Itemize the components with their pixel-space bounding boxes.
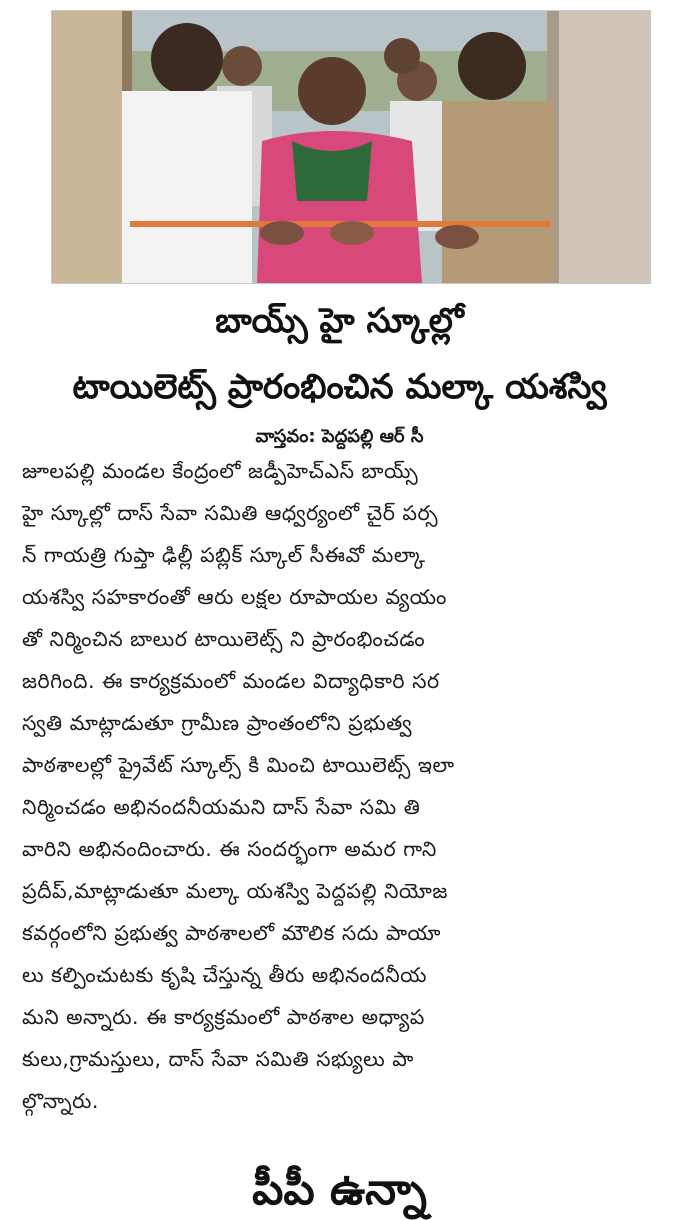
- headline-line-1: బాయ్స్ హై స్కూల్లో: [215, 301, 464, 341]
- door-frame-left: [52, 11, 130, 283]
- person-center-head: [298, 57, 366, 125]
- body-line: ప్రదీప్,మాట్లాడుతూ మల్కా యశస్వి పెద్దపల్లి నియోజ: [22, 879, 448, 903]
- person-left-head: [151, 23, 223, 95]
- body-line: లు కల్పించుటకు కృషి చేస్తున్న తీరు అభినందనీయ: [22, 963, 428, 987]
- body-line: మని అన్నారు. ఈ కార్యక్రమంలో పాఠశాల అధ్యాప: [22, 1005, 425, 1029]
- body-line: జరిగింది. ఈ కార్యక్రమంలో మండల విద్యాధికారి సర: [22, 669, 440, 693]
- body-line: యశస్వి సహకారంతో ఆరు లక్షల రూపాయల వ్యయం: [22, 585, 447, 609]
- body-line: కులు,గ్రామస్తులు, దాస్ సేవా సమితి సభ్యులు పా: [22, 1047, 414, 1071]
- body-line: స్వతి మాట్లాడుతూ గ్రామీణ ప్రాంతంలోని ప్రభుత్వ: [22, 711, 412, 735]
- headline-line-2: టాయిలెట్స్ ప్రారంభించిన మల్కా యశస్వి: [72, 367, 607, 407]
- door-frame-right: [552, 11, 650, 283]
- body-line: కవర్గంలోని ప్రభుత్వ పాఠశాలలో మౌలిక సదు పాయా: [22, 921, 441, 945]
- body-line: న్ గాయత్రి గుప్తా ఢిల్లీ పబ్లిక్ స్కూల్ సీఈవో మల్కా: [22, 543, 426, 567]
- body-line: ల్గొన్నారు.: [22, 1089, 99, 1113]
- next-article-headline-partial: పీపీ ఉన్నా: [252, 1164, 427, 1215]
- body-line: హై స్కూల్లో దాస్ సేవా సమితి ఆధ్వర్యంలో చైర్ పర్స: [22, 501, 439, 525]
- person-right-shirt: [442, 101, 554, 283]
- article-photo: [51, 10, 651, 284]
- body-line: నిర్మించడం అభినందనీయమని దాస్ సేవా సమి తి: [22, 795, 421, 819]
- byline: వాస్తవం: పెద్దపల్లి ఆర్ సీ: [255, 426, 424, 447]
- body-line: జూలపల్లి మండల కేంద్రంలో జడ్పీహెచ్ఎస్ బాయ్స్: [22, 459, 419, 483]
- body-line: తో నిర్మించిన బాలుర టాయిలెట్స్ ని ప్రారంభించడం: [22, 627, 426, 651]
- person-right-head: [458, 32, 526, 100]
- ribbon-cutting-photo: [52, 11, 650, 283]
- body-line: పాఠశాలల్లో ప్రైవేట్ స్కూల్స్ కి మించి టాయిలెట్స్ ఇలా: [22, 753, 455, 777]
- person-left-shirt: [122, 91, 252, 283]
- body-line: వారిని అభినందించారు. ఈ సందర్భంగా అమర గాని: [22, 837, 437, 861]
